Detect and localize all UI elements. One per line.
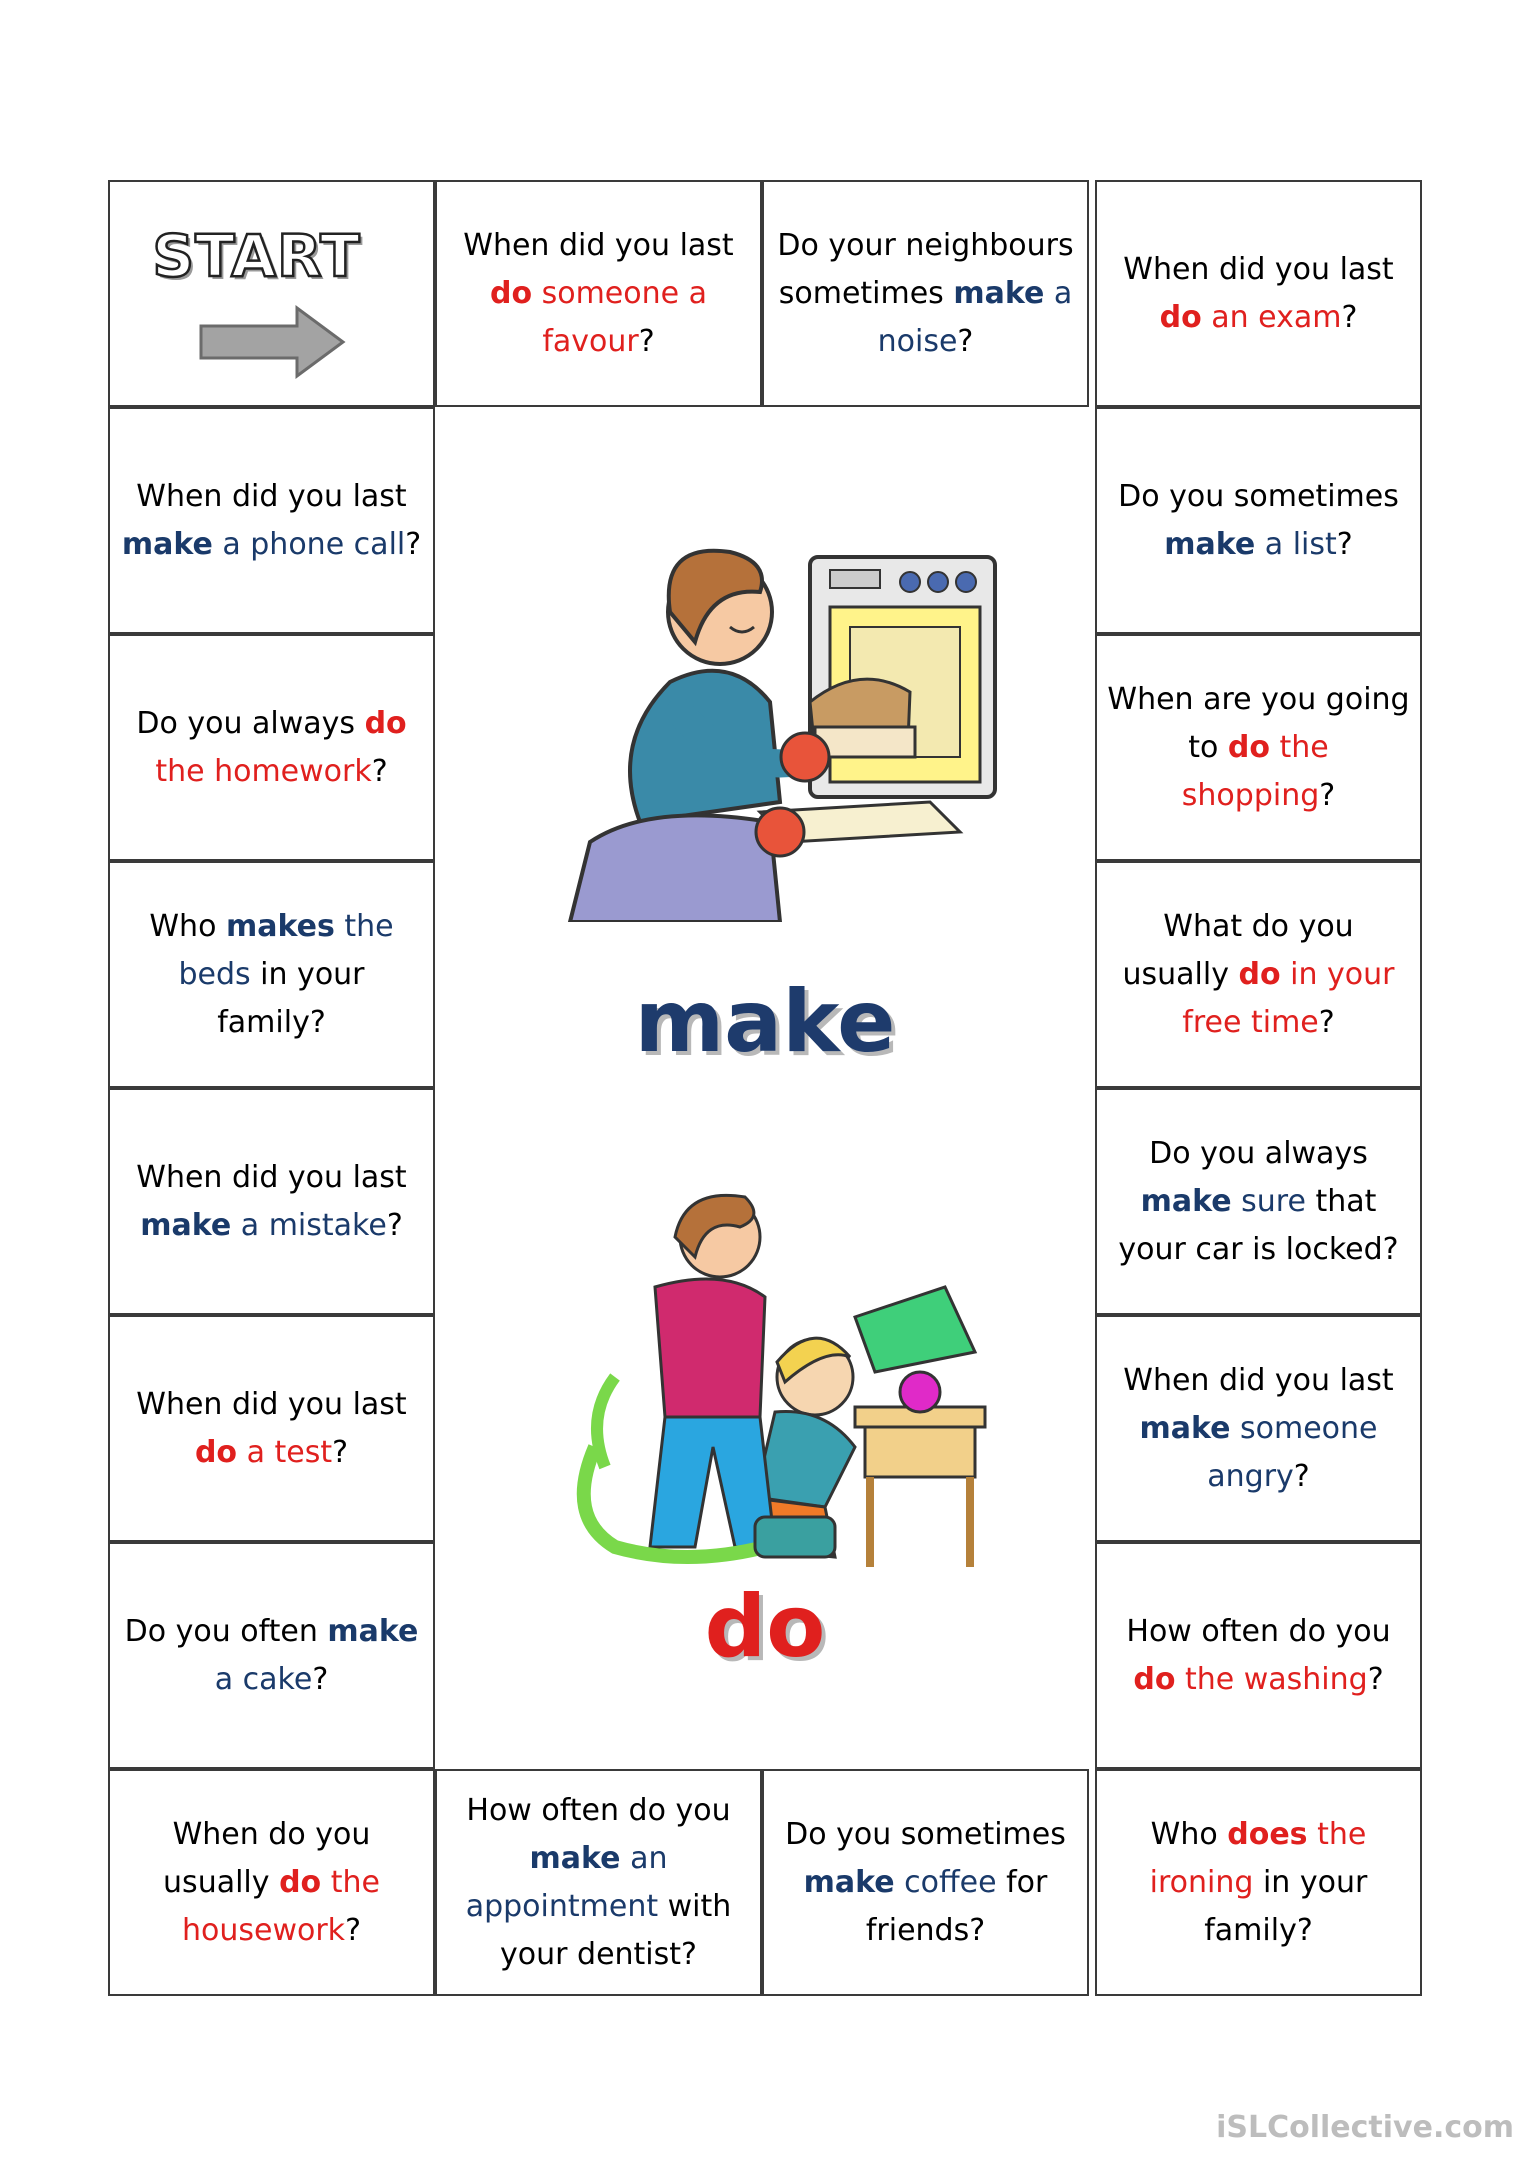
square-question (1107, 1608, 1410, 1704)
question-text: Do you often (124, 1613, 328, 1649)
square-question (120, 1154, 423, 1250)
watermark: iSLCollective.com (1216, 2110, 1514, 2145)
question-text: ? (1341, 299, 1358, 335)
question-text: When did you last (1123, 1362, 1394, 1398)
question-text: ? (1367, 1661, 1384, 1697)
square-question (120, 903, 423, 1047)
square-r3 (1095, 861, 1422, 1088)
question-text: When do you usually (163, 1816, 371, 1900)
square-question (120, 473, 423, 569)
verb-make: make (121, 526, 213, 562)
square-l1 (108, 407, 435, 634)
question-text: When did you last (136, 478, 407, 514)
verb-make: make (1164, 526, 1256, 562)
square-question (1107, 1130, 1410, 1274)
question-text: ? (345, 1912, 361, 1948)
question-text: Who (149, 908, 226, 944)
square-question (447, 222, 750, 366)
do-collocation: someone a favour (532, 275, 708, 359)
question-text: When are you going to (1107, 681, 1410, 765)
question-text: Do you always (136, 705, 365, 741)
verb-make: make (1140, 1183, 1232, 1219)
square-r4 (1095, 1088, 1422, 1315)
square-question (1107, 903, 1410, 1047)
question-text: When did you last (136, 1386, 407, 1422)
question-text: with your dentist? (500, 1888, 732, 1972)
square-c2 (762, 180, 1089, 407)
do-collocation: the washing (1175, 1661, 1368, 1697)
square-question (1107, 473, 1410, 569)
game-board (108, 180, 1422, 1994)
verb-do: do (1227, 729, 1270, 765)
verb-make: make (953, 275, 1045, 311)
make-collocation: sure (1231, 1183, 1306, 1219)
question-text: How often do you (1126, 1613, 1391, 1649)
woman-vacuuming-illustration (525, 1187, 1005, 1567)
question-text: ? (332, 1434, 349, 1470)
question-text: for friends? (865, 1864, 1048, 1948)
question-text: ? (1293, 1458, 1310, 1494)
verb-make: make (803, 1864, 895, 1900)
center-word-make: make (634, 972, 896, 1072)
verb-make: make (529, 1840, 621, 1876)
square-l2 (108, 634, 435, 861)
square-b4 (1095, 1769, 1422, 1996)
verb-do: do (489, 275, 533, 311)
verb-make: makes (225, 908, 335, 944)
verb-do: do (279, 1864, 322, 1900)
square-b3 (762, 1769, 1089, 1996)
make-collocation: coffee (894, 1864, 997, 1900)
question-text: Who (1150, 1816, 1228, 1852)
make-collocation: a cake (214, 1661, 313, 1697)
square-r2 (1095, 634, 1422, 861)
square-question (120, 1608, 423, 1704)
make-collocation: an appointment (465, 1840, 668, 1924)
question-text: ? (638, 323, 655, 359)
square-r1 (1095, 407, 1422, 634)
square-question (774, 1811, 1077, 1955)
square-r6 (1095, 1542, 1422, 1769)
start-cell (108, 180, 435, 407)
question-text: When did you last (463, 227, 734, 263)
verb-make: make (327, 1613, 419, 1649)
square-l5 (108, 1315, 435, 1542)
make-collocation: someone angry (1207, 1410, 1378, 1494)
square-r5 (1095, 1315, 1422, 1542)
question-text: What do you usually (1122, 908, 1354, 992)
question-text: ? (386, 1207, 403, 1243)
square-question (120, 700, 423, 796)
square-question (120, 1381, 423, 1477)
right-arrow-icon (197, 304, 347, 380)
square-l4 (108, 1088, 435, 1315)
make-collocation: a list (1255, 526, 1337, 562)
square-b1 (108, 1769, 435, 1996)
square-question (1107, 1357, 1410, 1501)
question-text: ? (1319, 777, 1336, 813)
start-label: START (152, 222, 361, 290)
question-text: When did you last (1123, 251, 1394, 287)
center-word-do: do (704, 1577, 826, 1677)
do-collocation: a test (237, 1434, 333, 1470)
question-text: Do you sometimes (1118, 478, 1399, 514)
do-collocation: the shopping (1181, 729, 1329, 813)
verb-make: make (140, 1207, 232, 1243)
do-collocation: an exam (1201, 299, 1342, 335)
verb-do: does (1227, 1816, 1308, 1852)
square-question (447, 1787, 750, 1979)
make-collocation: a phone call (212, 526, 406, 562)
square-l3 (108, 861, 435, 1088)
do-collocation: the housework (181, 1864, 380, 1948)
verb-do: do (1238, 956, 1281, 992)
square-question (1107, 246, 1410, 342)
question-text: Do your neighbours sometimes (777, 227, 1074, 311)
question-text: ? (371, 753, 388, 789)
question-text: in your family? (1204, 1864, 1368, 1948)
square-b2 (435, 1769, 762, 1996)
make-collocation: a noise (877, 275, 1073, 359)
do-collocation: the ironing (1149, 1816, 1367, 1900)
question-text: that your car is locked? (1118, 1183, 1399, 1267)
verb-do: do (364, 705, 407, 741)
question-text: ? (405, 526, 422, 562)
question-text: ? (957, 323, 974, 359)
do-collocation: the homework (155, 753, 372, 789)
square-c1 (435, 180, 762, 407)
square-question (1107, 676, 1410, 820)
question-text: Do you sometimes (785, 1816, 1066, 1852)
woman-baking-illustration (530, 502, 1010, 922)
do-collocation: in your free time (1182, 956, 1395, 1040)
square-c3 (1095, 180, 1422, 407)
question-text: How often do you (466, 1792, 731, 1828)
make-collocation: a mistake (231, 1207, 387, 1243)
square-question (1107, 1811, 1410, 1955)
question-text: ? (1336, 526, 1353, 562)
square-question (120, 1811, 423, 1955)
make-collocation: the beds (178, 908, 394, 992)
square-question (774, 222, 1077, 366)
square-l6 (108, 1542, 435, 1769)
verb-do: do (1159, 299, 1202, 335)
center-area (435, 407, 1095, 1767)
question-text: When did you last (136, 1159, 407, 1195)
verb-make: make (1139, 1410, 1231, 1446)
verb-do: do (194, 1434, 238, 1470)
question-text: ? (1318, 1004, 1335, 1040)
question-text: Do you always (1149, 1135, 1368, 1171)
verb-do: do (1133, 1661, 1176, 1697)
question-text: ? (312, 1661, 329, 1697)
question-text: in your family? (217, 956, 365, 1040)
